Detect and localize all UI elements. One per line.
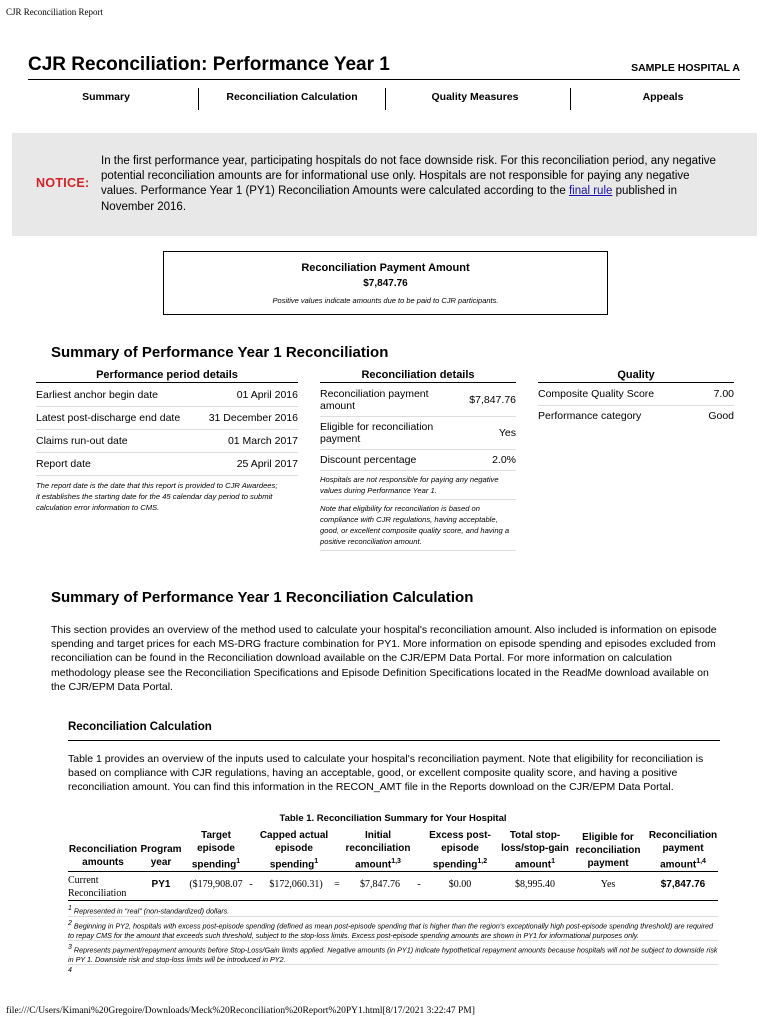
quality-row [538,410,734,422]
notice-text [101,154,726,215]
row-label: Current Reconciliation [68,875,127,899]
nav-separator [385,88,386,110]
footnote-text: Represents payment/repayment amounts before Stop-Loss/Gain limits applied. Negative amounts (in PY1) indicate hypothetical repayment amounts because hospitals will not be subject to downside risk in PY 1. Downside risk and stop-loss limits will be introduced in PY2. [68,945,718,965]
footnote-ref: 1 [551,858,555,865]
recon-value: $7,847.76 [469,394,516,406]
row-payment: $7,847.76 [660,879,706,890]
row-divider [320,499,516,500]
quality-value: Good [708,410,734,422]
footnote-number: 4 [68,967,72,974]
col-header-amounts: Reconciliation amounts [68,844,138,868]
col-header-text: Target episode spending [191,830,237,871]
footnote-ref: 1,2 [477,858,488,865]
period-value: 01 April 2016 [236,389,298,401]
col-header-program-year: Program year [140,844,182,868]
period-label: Claims run-out date [36,435,128,447]
row-eligible: Yes [600,879,616,890]
period-label: Latest post-discharge end date [36,412,181,424]
footnote-divider [68,916,718,917]
col-header-text: Reconciliation payment amount [648,830,718,871]
nav-separator [198,88,199,110]
performance-period-panel [36,369,298,513]
col-header-text: Total stop-loss/stop-gain amount [501,830,569,871]
performance-period-heading: Performance period details [36,369,298,383]
period-row [36,389,298,401]
nav-appeals[interactable]: Appeals [642,91,684,103]
col-header-text: Capped actual episode spending [259,830,329,871]
recon-label: Reconciliation payment amount [320,388,429,412]
row-divider [320,550,516,551]
notice-text-part: In the first performance year, participating hospitals do not face downside risk. For this reconciliation period, any negative potential reconciliation amounts are for informational use only. Hospitals are not responsible for paying any negative values. Performance Year 1 (PY1) Reconciliation Amounts were calculated according to the [101,155,716,198]
row-excess: $0.00 [448,879,472,890]
footnote [68,919,718,941]
print-header-title: CJR Reconciliation Report [6,7,103,17]
footnote-number: 3 [68,944,72,951]
title-divider [28,79,740,80]
recon-row [320,388,516,412]
recon-label: Eligible for reconciliation payment [320,421,434,445]
period-label: Report date [36,458,91,470]
footnote [68,966,718,978]
reconciliation-details-heading: Reconciliation details [320,369,516,383]
row-stoploss: $8,995.40 [515,879,555,890]
row-initial: $7,847.76 [360,879,400,890]
nav-quality-measures[interactable]: Quality Measures [431,91,519,103]
table-bottom-rule [68,900,718,901]
row-divider [320,470,516,471]
quality-heading: Quality [538,369,734,383]
col-header-stoploss [498,829,572,871]
calculation-intro: This section provides an overview of the method used to calculate your hospital's reconciliation amount. Also included is information on episode spending and target prices for each MS-DRG fracture combination for PY1. More information on episode spending and episodes excluded from reconciliation can be found in the Reconciliation download available on the CJR/EPM Data Portal. For more information on calculation methodology please see the Reconciliation Specifications and Episode Definition Specifications located in the ReadMe download available on the CJR/EPM Data Portal. [51,624,717,693]
row-divider [36,429,298,430]
period-value: 01 March 2017 [227,435,298,447]
quality-value: 7.00 [713,388,734,400]
footnote [68,943,718,965]
row-capped: $172,060.31) [269,879,323,890]
col-header-capped [256,829,332,871]
recon-label: Discount percentage [320,454,417,466]
quality-label: Performance category [538,410,642,422]
footnote-ref: 1,3 [391,858,401,865]
nav-reconciliation-calculation[interactable]: Reconciliation Calculation [226,91,358,103]
footnote-text: Beginning in PY2, hospitals with excess post-episode spending (defined as mean post-episode spending that is higher than the region's exceptionally high post-episode spending threshold) are required to repay CMS for the amount that exceeds such threshold, subject to the stop-loss limits. Excess post-episode spending amounts are shown in PY1 for informational purposes only. [68,921,713,941]
col-header-text: Initial reconciliation amount [345,830,411,871]
recon-value: 2.0% [492,454,516,466]
col-header-target [186,829,246,871]
row-divider [538,405,734,406]
row-program-year: PY1 [151,879,171,890]
col-header-payment [648,829,718,871]
footnote-number: 2 [68,920,72,927]
negative-values-note: Hospitals are not responsible for paying any negative values during Performance Year 1. [320,475,499,495]
period-row [36,435,298,447]
period-row [36,458,298,470]
footnote-divider [68,964,718,965]
table-intro: Table 1 provides an overview of the inputs used to calculate your hospital's reconciliation payment. Note that eligibility for reconciliation is based on compliance with CJR regulations, having an acceptable, good, or excellent composite quality score, and having a positive reconciliation amount. You can find this information in the RECON_AMT file in the Reports download on the CJR/EPM Data Portal. [68,753,704,794]
nav-separator [570,88,571,110]
row-divider [36,475,298,476]
print-footer-path: file:///C/Users/Kimani%20Gregoire/Downloads/Meck%20Reconciliation%20Report%20PY1.html[8/17/2021 3:22:47 PM] [6,1006,475,1016]
recon-row [320,421,516,445]
quality-row [538,388,734,400]
recon-value: Yes [498,427,516,439]
footnote-divider [68,940,718,941]
period-value: 25 April 2017 [236,458,298,470]
calculation-section-title: Summary of Performance Year 1 Reconciliation Calculation [51,589,474,606]
op-equals: = [334,879,340,890]
payment-box-note: Positive values indicate amounts due to be paid to CJR participants. [272,296,499,305]
row-divider [320,416,516,417]
op-minus: - [249,879,253,890]
footnote-ref: 1 [314,858,319,865]
row-divider [36,406,298,407]
final-rule-link[interactable]: final rule [568,185,613,198]
table-caption: Table 1. Reconciliation Summary for Your Hospital [279,813,507,824]
table-header-rule [68,871,718,872]
period-label: Earliest anchor begin date [36,389,158,401]
col-header-initial [340,829,416,871]
footnote-text: Represented in "real" (non-standardized) dollars. [73,906,230,916]
row-divider [320,449,516,450]
hospital-name: SAMPLE HOSPITAL A [631,62,740,74]
op-minus: - [417,879,421,890]
summary-section-title: Summary of Performance Year 1 Reconciliation [51,344,389,361]
col-header-excess [424,829,496,871]
col-header-eligible: Eligible for reconciliation payment [575,832,641,869]
footnote [68,904,718,916]
payment-box-amount: $7,847.76 [363,278,408,289]
notice-label: NOTICE: [36,176,90,190]
quality-label: Composite Quality Score [538,388,655,400]
nav-summary[interactable]: Summary [82,91,130,103]
row-target: ($179,908.07 [189,879,243,890]
period-value: 31 December 2016 [208,412,298,424]
report-date-note: The report date is the date that this report is provided to CJR Awardees; it establishes the starting date for the 45 calendar day period to submit calculation error information to CMS. [36,481,278,512]
quality-panel [538,369,734,422]
reconciliation-calculation-subtitle: Reconciliation Calculation [68,721,212,733]
payment-amount-box [163,251,608,315]
col-header-text: Excess post-episode spending [429,830,491,871]
reconciliation-details-panel [320,369,516,551]
row-divider [36,452,298,453]
recon-row [320,454,516,466]
subtitle-divider [68,740,720,741]
page-title: CJR Reconciliation: Performance Year 1 [28,54,390,75]
footnote-ref: 1 [236,858,241,865]
footnote-number: 1 [68,905,72,912]
period-row [36,412,298,424]
notice-text-part: published in November 2016. [101,185,677,213]
footnote-ref: 1,4 [696,858,706,865]
eligibility-note: Note that eligibility for reconciliation is based on compliance with CJR regulations, having acceptable, good, or excellent composite quality score, and having a positive reconciliation amount. [320,504,510,546]
payment-box-title: Reconciliation Payment Amount [301,262,470,274]
